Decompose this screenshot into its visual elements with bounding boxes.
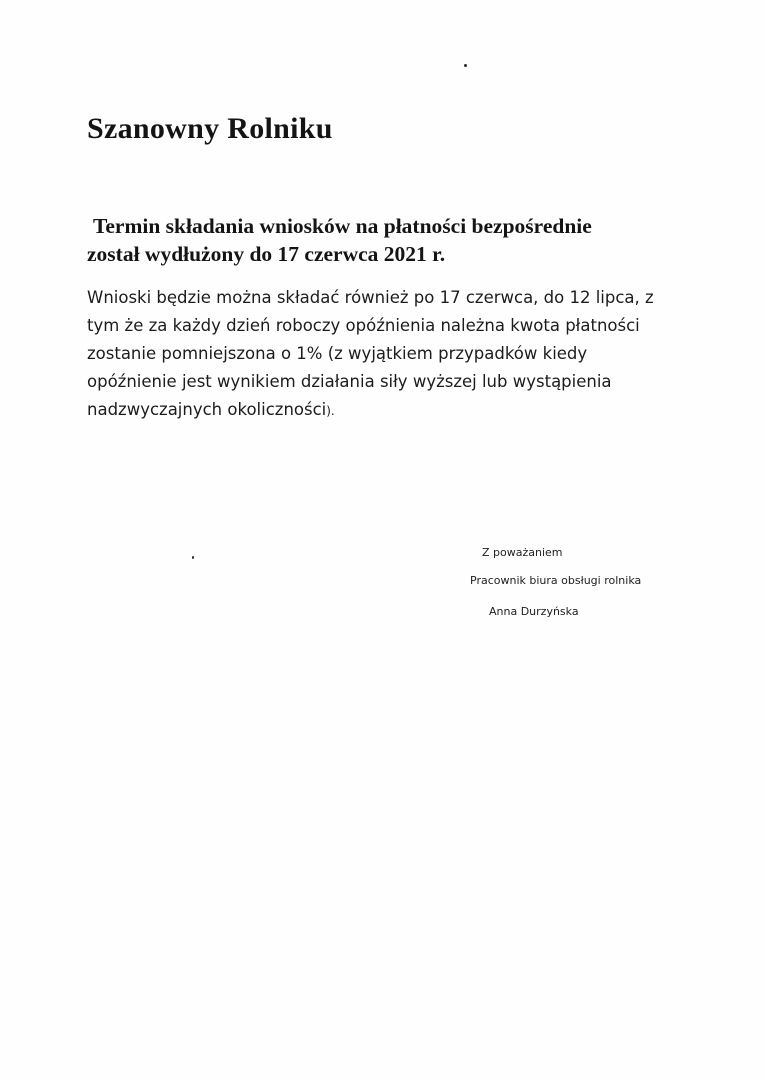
letter-greeting: Szanowny Rolniku [87,112,333,145]
body-line: Wnioski będzie można składać również po 17 czerwca, do 12 lipca, z [87,288,654,307]
letter-headline [87,212,687,268]
signature-name: Anna Durzyńska [489,605,579,618]
body-last-line-tail: ). [326,404,335,418]
headline-line: został wydłużony do 17 czerwca 2021 r. [87,242,446,266]
signature-role: Pracownik biura obsługi rolnika [470,574,642,587]
body-line-last [87,396,687,425]
scan-speck [464,64,467,67]
body-last-line-text: nadzwyczajnych okoliczności [87,400,327,419]
signature-regards: Z poważaniem [482,546,563,559]
body-line: tym że za każdy dzień roboczy opóźnienia należna kwota płatności [87,316,640,335]
headline-line: Termin składania wniosków na płatności bezpośrednie [93,214,592,238]
scan-speck [192,556,194,559]
body-line: zostanie pomniejszona o 1% (z wyjątkiem przypadków kiedy [87,344,588,363]
letter-body [87,284,687,425]
body-line: opóźnienie jest wynikiem działania siły wyższej lub wystąpienia [87,372,612,391]
